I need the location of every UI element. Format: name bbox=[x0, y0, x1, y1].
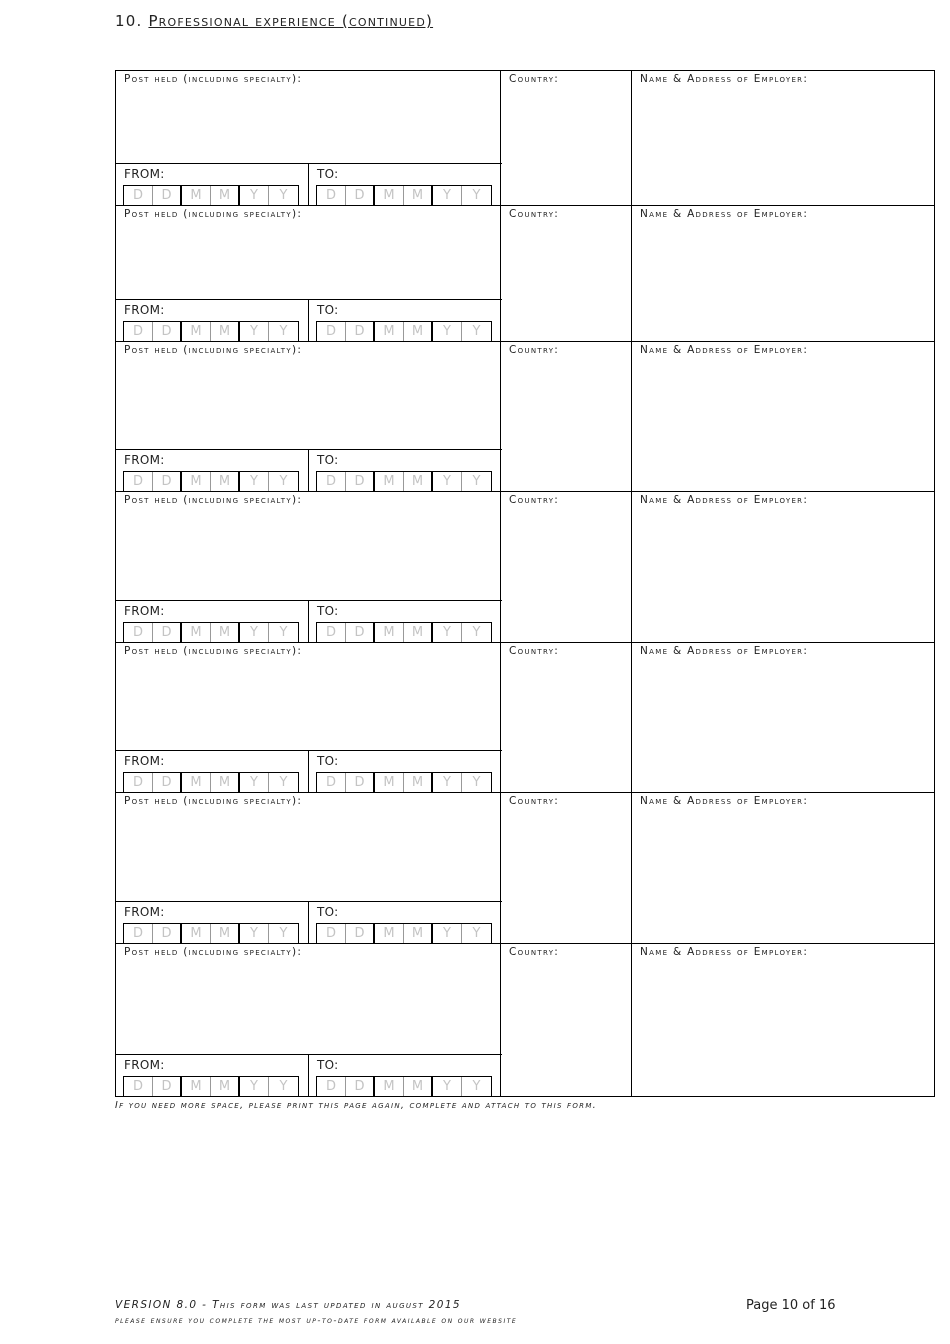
from-date-boxes[interactable] bbox=[123, 923, 299, 943]
date-digit-box[interactable]: D bbox=[124, 472, 153, 491]
employer-field[interactable] bbox=[632, 643, 935, 792]
country-label: Country: bbox=[509, 73, 560, 85]
date-digit-box[interactable]: M bbox=[182, 322, 211, 341]
from-date-field[interactable] bbox=[116, 450, 309, 491]
experience-entry bbox=[115, 205, 935, 341]
date-digit-box[interactable]: D bbox=[346, 472, 375, 491]
employer-label: Name & Address of Employer: bbox=[640, 946, 809, 958]
date-digit-box[interactable]: D bbox=[346, 773, 375, 792]
to-date-boxes[interactable] bbox=[316, 1076, 492, 1096]
date-digit-box[interactable]: M bbox=[375, 924, 404, 943]
to-date-boxes[interactable] bbox=[316, 321, 492, 341]
from-date-label: FROM: bbox=[124, 905, 165, 919]
date-range-row bbox=[116, 901, 502, 943]
experience-entry bbox=[115, 642, 935, 792]
country-field[interactable] bbox=[501, 793, 632, 943]
date-digit-box[interactable]: Y bbox=[433, 472, 462, 491]
to-date-boxes[interactable] bbox=[316, 622, 492, 642]
date-range-row bbox=[116, 750, 502, 792]
date-digit-box[interactable]: D bbox=[153, 186, 182, 205]
experience-entry bbox=[115, 341, 935, 491]
date-digit-box[interactable]: M bbox=[404, 322, 433, 341]
date-digit-box[interactable]: Y bbox=[433, 924, 462, 943]
country-label: Country: bbox=[509, 344, 560, 356]
post-held-field[interactable] bbox=[115, 944, 501, 1096]
post-held-field[interactable] bbox=[115, 643, 501, 792]
date-digit-box[interactable]: M bbox=[182, 472, 211, 491]
experience-entry bbox=[115, 792, 935, 943]
date-digit-box[interactable]: D bbox=[124, 773, 153, 792]
experience-grid bbox=[115, 70, 935, 1097]
employer-label: Name & Address of Employer: bbox=[640, 494, 809, 506]
date-digit-box[interactable]: Y bbox=[279, 625, 288, 640]
date-digit-box[interactable]: M bbox=[404, 773, 433, 792]
date-range-row bbox=[116, 299, 502, 341]
to-date-boxes[interactable] bbox=[316, 471, 492, 491]
page-number: Page 10 of 16 bbox=[746, 1298, 836, 1313]
to-date-field[interactable] bbox=[309, 751, 502, 792]
to-date-label: TO: bbox=[317, 905, 339, 919]
employer-field[interactable] bbox=[632, 206, 935, 341]
experience-entry bbox=[115, 943, 935, 1097]
country-field[interactable] bbox=[501, 71, 632, 205]
from-date-boxes[interactable] bbox=[123, 321, 299, 341]
experience-entry bbox=[115, 491, 935, 642]
employer-label: Name & Address of Employer: bbox=[640, 645, 809, 657]
from-date-label: FROM: bbox=[124, 167, 165, 181]
date-digit-box[interactable]: D bbox=[317, 1077, 346, 1096]
to-date-label: TO: bbox=[317, 453, 339, 467]
post-held-label: Post held (including specialty): bbox=[124, 344, 303, 356]
country-field[interactable] bbox=[501, 643, 632, 792]
post-held-label: Post held (including specialty): bbox=[124, 494, 303, 506]
from-date-field[interactable] bbox=[116, 902, 309, 943]
from-date-boxes[interactable] bbox=[123, 622, 299, 642]
from-date-label: FROM: bbox=[124, 754, 165, 768]
post-held-label: Post held (including specialty): bbox=[124, 73, 303, 85]
date-range-row bbox=[116, 1054, 502, 1096]
employer-field[interactable] bbox=[632, 342, 935, 491]
from-date-label: FROM: bbox=[124, 453, 165, 467]
from-date-label: FROM: bbox=[124, 1058, 165, 1072]
experience-entry bbox=[115, 70, 935, 205]
date-digit-box[interactable]: D bbox=[346, 322, 375, 341]
date-digit-box[interactable]: Y bbox=[472, 188, 481, 203]
section-heading bbox=[115, 12, 433, 30]
from-date-boxes[interactable] bbox=[123, 471, 299, 491]
date-digit-box[interactable]: Y bbox=[240, 773, 269, 792]
date-digit-box[interactable]: M bbox=[182, 924, 211, 943]
date-digit-box[interactable]: D bbox=[153, 773, 182, 792]
date-digit-box[interactable]: M bbox=[404, 1077, 433, 1096]
more-space-note: If you need more space, please print this page again, complete and attach to this form. bbox=[115, 1100, 598, 1111]
date-digit-box[interactable]: M bbox=[211, 623, 240, 642]
date-range-row bbox=[116, 163, 502, 205]
date-digit-box[interactable]: D bbox=[346, 1077, 375, 1096]
date-digit-box[interactable]: Y bbox=[279, 188, 288, 203]
country-label: Country: bbox=[509, 208, 560, 220]
date-digit-box[interactable]: M bbox=[211, 186, 240, 205]
post-held-label: Post held (including specialty): bbox=[124, 645, 303, 657]
from-date-boxes[interactable] bbox=[123, 1076, 299, 1096]
date-digit-box[interactable]: M bbox=[211, 773, 240, 792]
date-digit-box[interactable]: M bbox=[404, 472, 433, 491]
date-digit-box[interactable]: Y bbox=[472, 324, 481, 339]
employer-field[interactable] bbox=[632, 71, 935, 205]
to-date-field[interactable] bbox=[309, 450, 502, 491]
date-digit-box[interactable]: M bbox=[211, 322, 240, 341]
date-digit-box[interactable]: M bbox=[211, 924, 240, 943]
to-date-label: TO: bbox=[317, 1058, 339, 1072]
employer-label: Name & Address of Employer: bbox=[640, 344, 809, 356]
date-digit-box[interactable]: Y bbox=[433, 773, 462, 792]
date-digit-box[interactable]: M bbox=[375, 472, 404, 491]
date-digit-box[interactable]: Y bbox=[279, 1079, 288, 1094]
to-date-field[interactable] bbox=[309, 902, 502, 943]
post-held-field[interactable] bbox=[115, 492, 501, 642]
date-range-row bbox=[116, 449, 502, 491]
from-date-field[interactable] bbox=[116, 164, 309, 205]
to-date-label: TO: bbox=[317, 167, 339, 181]
to-date-label: TO: bbox=[317, 604, 339, 618]
date-digit-box[interactable]: M bbox=[182, 623, 211, 642]
date-digit-box[interactable]: D bbox=[317, 924, 346, 943]
employer-label: Name & Address of Employer: bbox=[640, 208, 809, 220]
country-label: Country: bbox=[509, 795, 560, 807]
date-digit-box[interactable]: Y bbox=[472, 474, 481, 489]
from-date-label: FROM: bbox=[124, 604, 165, 618]
date-digit-box[interactable]: M bbox=[375, 1077, 404, 1096]
date-digit-box[interactable]: Y bbox=[240, 623, 269, 642]
date-digit-box[interactable]: Y bbox=[279, 775, 288, 790]
date-digit-box[interactable]: Y bbox=[240, 186, 269, 205]
employer-field[interactable] bbox=[632, 793, 935, 943]
date-digit-box[interactable]: Y bbox=[240, 1077, 269, 1096]
date-digit-box[interactable]: Y bbox=[472, 1079, 481, 1094]
footer-version: VERSION 8.0 - This form was last updated in august 2015 bbox=[115, 1299, 461, 1311]
date-digit-box[interactable]: D bbox=[346, 186, 375, 205]
date-digit-box[interactable]: D bbox=[153, 924, 182, 943]
date-digit-box[interactable]: M bbox=[182, 773, 211, 792]
date-digit-box[interactable]: M bbox=[375, 186, 404, 205]
date-digit-box[interactable]: D bbox=[346, 623, 375, 642]
from-date-boxes[interactable] bbox=[123, 772, 299, 792]
date-digit-box[interactable]: D bbox=[153, 1077, 182, 1096]
post-held-label: Post held (including specialty): bbox=[124, 795, 303, 807]
date-digit-box[interactable]: Y bbox=[472, 625, 481, 640]
date-digit-box[interactable]: Y bbox=[472, 775, 481, 790]
country-label: Country: bbox=[509, 645, 560, 657]
date-digit-box[interactable]: D bbox=[124, 623, 153, 642]
date-digit-box[interactable]: D bbox=[124, 186, 153, 205]
date-digit-box[interactable]: D bbox=[153, 623, 182, 642]
date-digit-box[interactable]: D bbox=[317, 472, 346, 491]
date-digit-box[interactable]: Y bbox=[240, 924, 269, 943]
date-digit-box[interactable]: Y bbox=[240, 472, 269, 491]
employer-field[interactable] bbox=[632, 944, 935, 1096]
to-date-boxes[interactable] bbox=[316, 185, 492, 205]
to-date-boxes[interactable] bbox=[316, 772, 492, 792]
from-date-label: FROM: bbox=[124, 303, 165, 317]
from-date-field[interactable] bbox=[116, 751, 309, 792]
to-date-field[interactable] bbox=[309, 300, 502, 341]
to-date-boxes[interactable] bbox=[316, 923, 492, 943]
section-number: 10. bbox=[115, 12, 143, 30]
post-held-field[interactable] bbox=[115, 793, 501, 943]
footer-ensure-latest: please ensure you complete the most up-to-date form available on our website bbox=[115, 1316, 518, 1326]
date-digit-box[interactable]: D bbox=[317, 322, 346, 341]
date-digit-box[interactable]: Y bbox=[279, 926, 288, 941]
country-field[interactable] bbox=[501, 206, 632, 341]
date-digit-box[interactable]: M bbox=[404, 623, 433, 642]
to-date-field[interactable] bbox=[309, 1055, 502, 1096]
employer-field[interactable] bbox=[632, 492, 935, 642]
date-digit-box[interactable]: D bbox=[317, 623, 346, 642]
to-date-label: TO: bbox=[317, 303, 339, 317]
post-held-field[interactable] bbox=[115, 71, 501, 205]
date-digit-box[interactable]: M bbox=[211, 1077, 240, 1096]
date-range-row bbox=[116, 600, 502, 642]
date-digit-box[interactable]: D bbox=[153, 472, 182, 491]
date-digit-box[interactable]: M bbox=[404, 924, 433, 943]
date-digit-box[interactable]: D bbox=[153, 322, 182, 341]
section-title: Professional experience (continued) bbox=[148, 12, 434, 30]
date-digit-box[interactable]: D bbox=[124, 924, 153, 943]
date-digit-box[interactable]: Y bbox=[433, 623, 462, 642]
date-digit-box[interactable]: D bbox=[346, 924, 375, 943]
date-digit-box[interactable]: M bbox=[375, 322, 404, 341]
date-digit-box[interactable]: Y bbox=[279, 324, 288, 339]
from-date-boxes[interactable] bbox=[123, 185, 299, 205]
date-digit-box[interactable]: M bbox=[375, 773, 404, 792]
date-digit-box[interactable]: D bbox=[317, 773, 346, 792]
date-digit-box[interactable]: Y bbox=[279, 474, 288, 489]
date-digit-box[interactable]: M bbox=[404, 186, 433, 205]
date-digit-box[interactable]: D bbox=[317, 186, 346, 205]
from-date-field[interactable] bbox=[116, 1055, 309, 1096]
from-date-field[interactable] bbox=[116, 601, 309, 642]
country-label: Country: bbox=[509, 946, 560, 958]
date-digit-box[interactable]: M bbox=[211, 472, 240, 491]
country-label: Country: bbox=[509, 494, 560, 506]
date-digit-box[interactable]: D bbox=[124, 1077, 153, 1096]
date-digit-box[interactable]: M bbox=[375, 623, 404, 642]
post-held-label: Post held (including specialty): bbox=[124, 208, 303, 220]
date-digit-box[interactable]: Y bbox=[433, 322, 462, 341]
country-field[interactable] bbox=[501, 492, 632, 642]
post-held-field[interactable] bbox=[115, 342, 501, 491]
date-digit-box[interactable]: Y bbox=[240, 322, 269, 341]
to-date-label: TO: bbox=[317, 754, 339, 768]
date-digit-box[interactable]: D bbox=[124, 322, 153, 341]
country-field[interactable] bbox=[501, 944, 632, 1096]
date-digit-box[interactable]: Y bbox=[433, 1077, 462, 1096]
date-digit-box[interactable]: M bbox=[182, 1077, 211, 1096]
to-date-field[interactable] bbox=[309, 601, 502, 642]
employer-label: Name & Address of Employer: bbox=[640, 795, 809, 807]
from-date-field[interactable] bbox=[116, 300, 309, 341]
country-field[interactable] bbox=[501, 342, 632, 491]
date-digit-box[interactable]: Y bbox=[433, 186, 462, 205]
date-digit-box[interactable]: Y bbox=[472, 926, 481, 941]
post-held-label: Post held (including specialty): bbox=[124, 946, 303, 958]
to-date-field[interactable] bbox=[309, 164, 502, 205]
employer-label: Name & Address of Employer: bbox=[640, 73, 809, 85]
post-held-field[interactable] bbox=[115, 206, 501, 341]
date-digit-box[interactable]: M bbox=[182, 186, 211, 205]
